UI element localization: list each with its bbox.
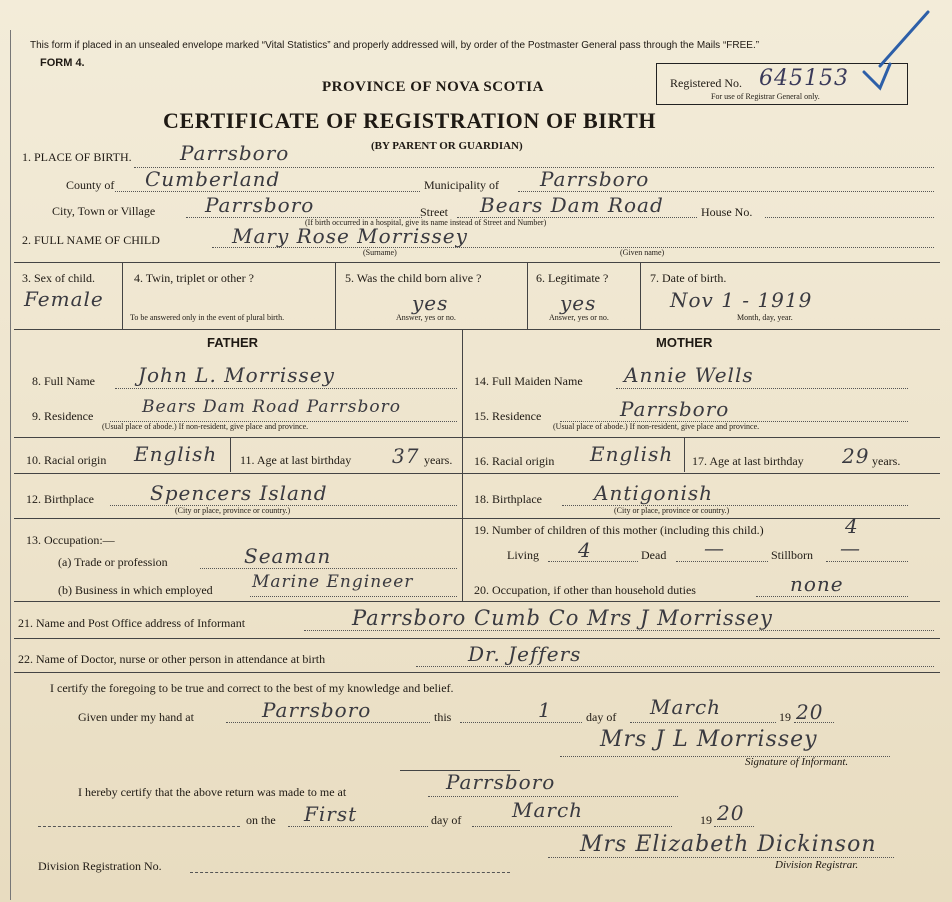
- mother-residence-value: Parrsboro: [620, 397, 730, 421]
- mother-heading: MOTHER: [656, 335, 713, 350]
- father-racial-value: English: [134, 442, 218, 466]
- father-racial-label: 10. Racial origin: [26, 453, 107, 467]
- given-year-prefix: 19: [779, 710, 791, 724]
- mother-children-label: 19. Number of children of this mother (including this child.): [474, 523, 764, 537]
- father-residence-value: Bears Dam Road Parrsboro: [142, 397, 401, 417]
- father-trade-value: Seaman: [244, 544, 332, 568]
- father-age-label: 11. Age at last birthday: [240, 453, 352, 467]
- stillborn-value: —: [840, 536, 861, 560]
- informant-label: 21. Name and Post Office address of Informant: [18, 616, 246, 630]
- child-name-value: Mary Rose Morrissey: [232, 224, 468, 248]
- given-year-value: 20: [796, 700, 824, 724]
- dead-label: Dead: [641, 548, 667, 562]
- mother-age-label: 17. Age at last birthday: [692, 454, 804, 468]
- father-residence-label: 9. Residence: [32, 409, 94, 423]
- mother-years: years.: [872, 454, 901, 468]
- mother-racial-value: English: [590, 442, 674, 466]
- mother-birthplace-value: Antigonish: [594, 481, 714, 505]
- sex-label: 3. Sex of child.: [22, 271, 95, 285]
- mother-occupation-label: 20. Occupation, if other than household duties: [474, 583, 696, 597]
- postal-notice: This form if placed in an unsealed envelope marked “Vital Statistics” and properly addressed will, by order of the Postmaster General pass through the Mails “FREE.”: [30, 40, 760, 51]
- twin-note: To be answered only in the event of plural birth.: [130, 313, 285, 322]
- mother-racial-label: 16. Racial origin: [474, 454, 555, 468]
- informant-signature-label: Signature of Informant.: [745, 756, 849, 768]
- on-the-label: on the: [246, 813, 276, 827]
- province-heading: PROVINCE OF NOVA SCOTIA: [322, 79, 544, 95]
- street-label: Street: [420, 205, 448, 219]
- certificate-title: CERTIFICATE OF REGISTRATION OF BIRTH: [163, 108, 657, 133]
- father-occupation-label: 13. Occupation:—: [26, 533, 115, 547]
- mother-birthplace-label: 18. Birthplace: [474, 492, 542, 506]
- born-alive-note: Answer, yes or no.: [396, 313, 456, 322]
- registrar-month-value: March: [512, 798, 584, 822]
- given-day-value: 1: [538, 698, 552, 722]
- child-name-label: 2. FULL NAME OF CHILD: [22, 233, 160, 247]
- registered-label: Registered No.: [670, 76, 742, 90]
- doctor-label: 22. Name of Doctor, nurse or other person in attendance at birth: [18, 652, 326, 666]
- surname-note: (Surname): [363, 248, 397, 257]
- registrar-note: For use of Registrar General only.: [711, 92, 820, 101]
- father-birthplace-note: (City or place, province or country.): [175, 506, 291, 515]
- living-label: Living: [507, 548, 539, 562]
- certificate-subtitle: (BY PARENT OR GUARDIAN): [371, 140, 523, 152]
- date-of-birth-value: Nov 1 - 1919: [670, 288, 813, 312]
- check-mark-icon: [850, 8, 930, 94]
- registrar-statement: I hereby certify that the above return was made to me at: [78, 785, 347, 799]
- division-registration-label: Division Registration No.: [38, 859, 162, 873]
- registrar-day-of-label: day of: [431, 813, 462, 827]
- stillborn-label: Stillborn: [771, 548, 814, 562]
- informant-signature: Mrs J L Morrissey: [600, 727, 818, 752]
- mother-children-value: 4: [845, 514, 859, 538]
- born-alive-value: yes: [412, 291, 449, 315]
- given-place-value: Parrsboro: [262, 698, 372, 722]
- father-trade-label: (a) Trade or profession: [58, 555, 168, 569]
- date-of-birth-note: Month, day, year.: [737, 313, 793, 322]
- street-value: Bears Dam Road: [480, 193, 664, 217]
- mother-residence-note: (Usual place of abode.) If non-resident, give place and province.: [553, 422, 760, 431]
- place-of-birth-label: 1. PLACE OF BIRTH.: [22, 150, 132, 164]
- twin-label: 4. Twin, triplet or other ?: [134, 271, 254, 285]
- father-name-value: John L. Morrissey: [138, 363, 335, 387]
- mother-name-value: Annie Wells: [624, 363, 754, 387]
- father-residence-note: (Usual place of abode.) If non-resident, give place and province.: [102, 422, 309, 431]
- legitimate-note: Answer, yes or no.: [549, 313, 609, 322]
- mother-residence-label: 15. Residence: [474, 409, 542, 423]
- registrar-signature-label: Division Registrar.: [775, 859, 859, 871]
- sex-value: Female: [24, 287, 104, 311]
- registrar-year-prefix: 19: [700, 813, 712, 827]
- registrar-day-value: First: [304, 802, 358, 826]
- legitimate-value: yes: [560, 291, 597, 315]
- father-age-value: 37: [392, 444, 420, 468]
- informant-value: Parrsboro Cumb Co Mrs J Morrissey: [352, 606, 773, 630]
- hospital-note: (If birth occurred in a hospital, give its name instead of Street and Number): [305, 218, 547, 227]
- county-value: Cumberland: [145, 167, 281, 191]
- municipality-value: Parrsboro: [540, 167, 650, 191]
- registrar-year-value: 20: [717, 801, 745, 825]
- given-under-label: Given under my hand at: [78, 710, 194, 724]
- given-name-note: (Given name): [620, 248, 665, 257]
- mother-birthplace-note: (City or place, province or country.): [614, 506, 730, 515]
- born-alive-label: 5. Was the child born alive ?: [345, 271, 482, 285]
- father-business-value: Marine Engineer: [252, 572, 414, 592]
- given-month-value: March: [650, 695, 722, 719]
- mother-age-value: 29: [842, 444, 870, 468]
- legitimate-label: 6. Legitimate ?: [536, 271, 609, 285]
- this-label: this: [434, 710, 452, 724]
- father-name-label: 8. Full Name: [32, 374, 95, 388]
- father-years: years.: [424, 453, 453, 467]
- place-of-birth-value: Parrsboro: [180, 141, 290, 165]
- city-value: Parrsboro: [205, 193, 315, 217]
- given-day-of-label: day of: [586, 710, 617, 724]
- father-birthplace-value: Spencers Island: [150, 481, 328, 505]
- certify-statement: I certify the foregoing to be true and correct to the best of my knowledge and belief.: [50, 681, 454, 695]
- form-number: FORM 4.: [40, 57, 85, 69]
- dead-value: —: [704, 536, 725, 560]
- county-label: County of: [66, 178, 115, 192]
- father-business-label: (b) Business in which employed: [58, 583, 213, 597]
- registrar-signature: Mrs Elizabeth Dickinson: [580, 832, 877, 857]
- house-number-label: House No.: [701, 205, 753, 219]
- municipality-label: Municipality of: [424, 178, 499, 192]
- mother-occupation-value: none: [790, 572, 844, 596]
- registered-value: 645153: [759, 66, 849, 91]
- father-birthplace-label: 12. Birthplace: [26, 492, 94, 506]
- city-label: City, Town or Village: [52, 204, 156, 218]
- registrar-place-value: Parrsboro: [446, 770, 556, 794]
- living-value: 4: [578, 538, 592, 562]
- father-heading: FATHER: [207, 335, 259, 350]
- mother-name-label: 14. Full Maiden Name: [474, 374, 583, 388]
- doctor-value: Dr. Jeffers: [468, 642, 582, 666]
- date-of-birth-label: 7. Date of birth.: [650, 271, 727, 285]
